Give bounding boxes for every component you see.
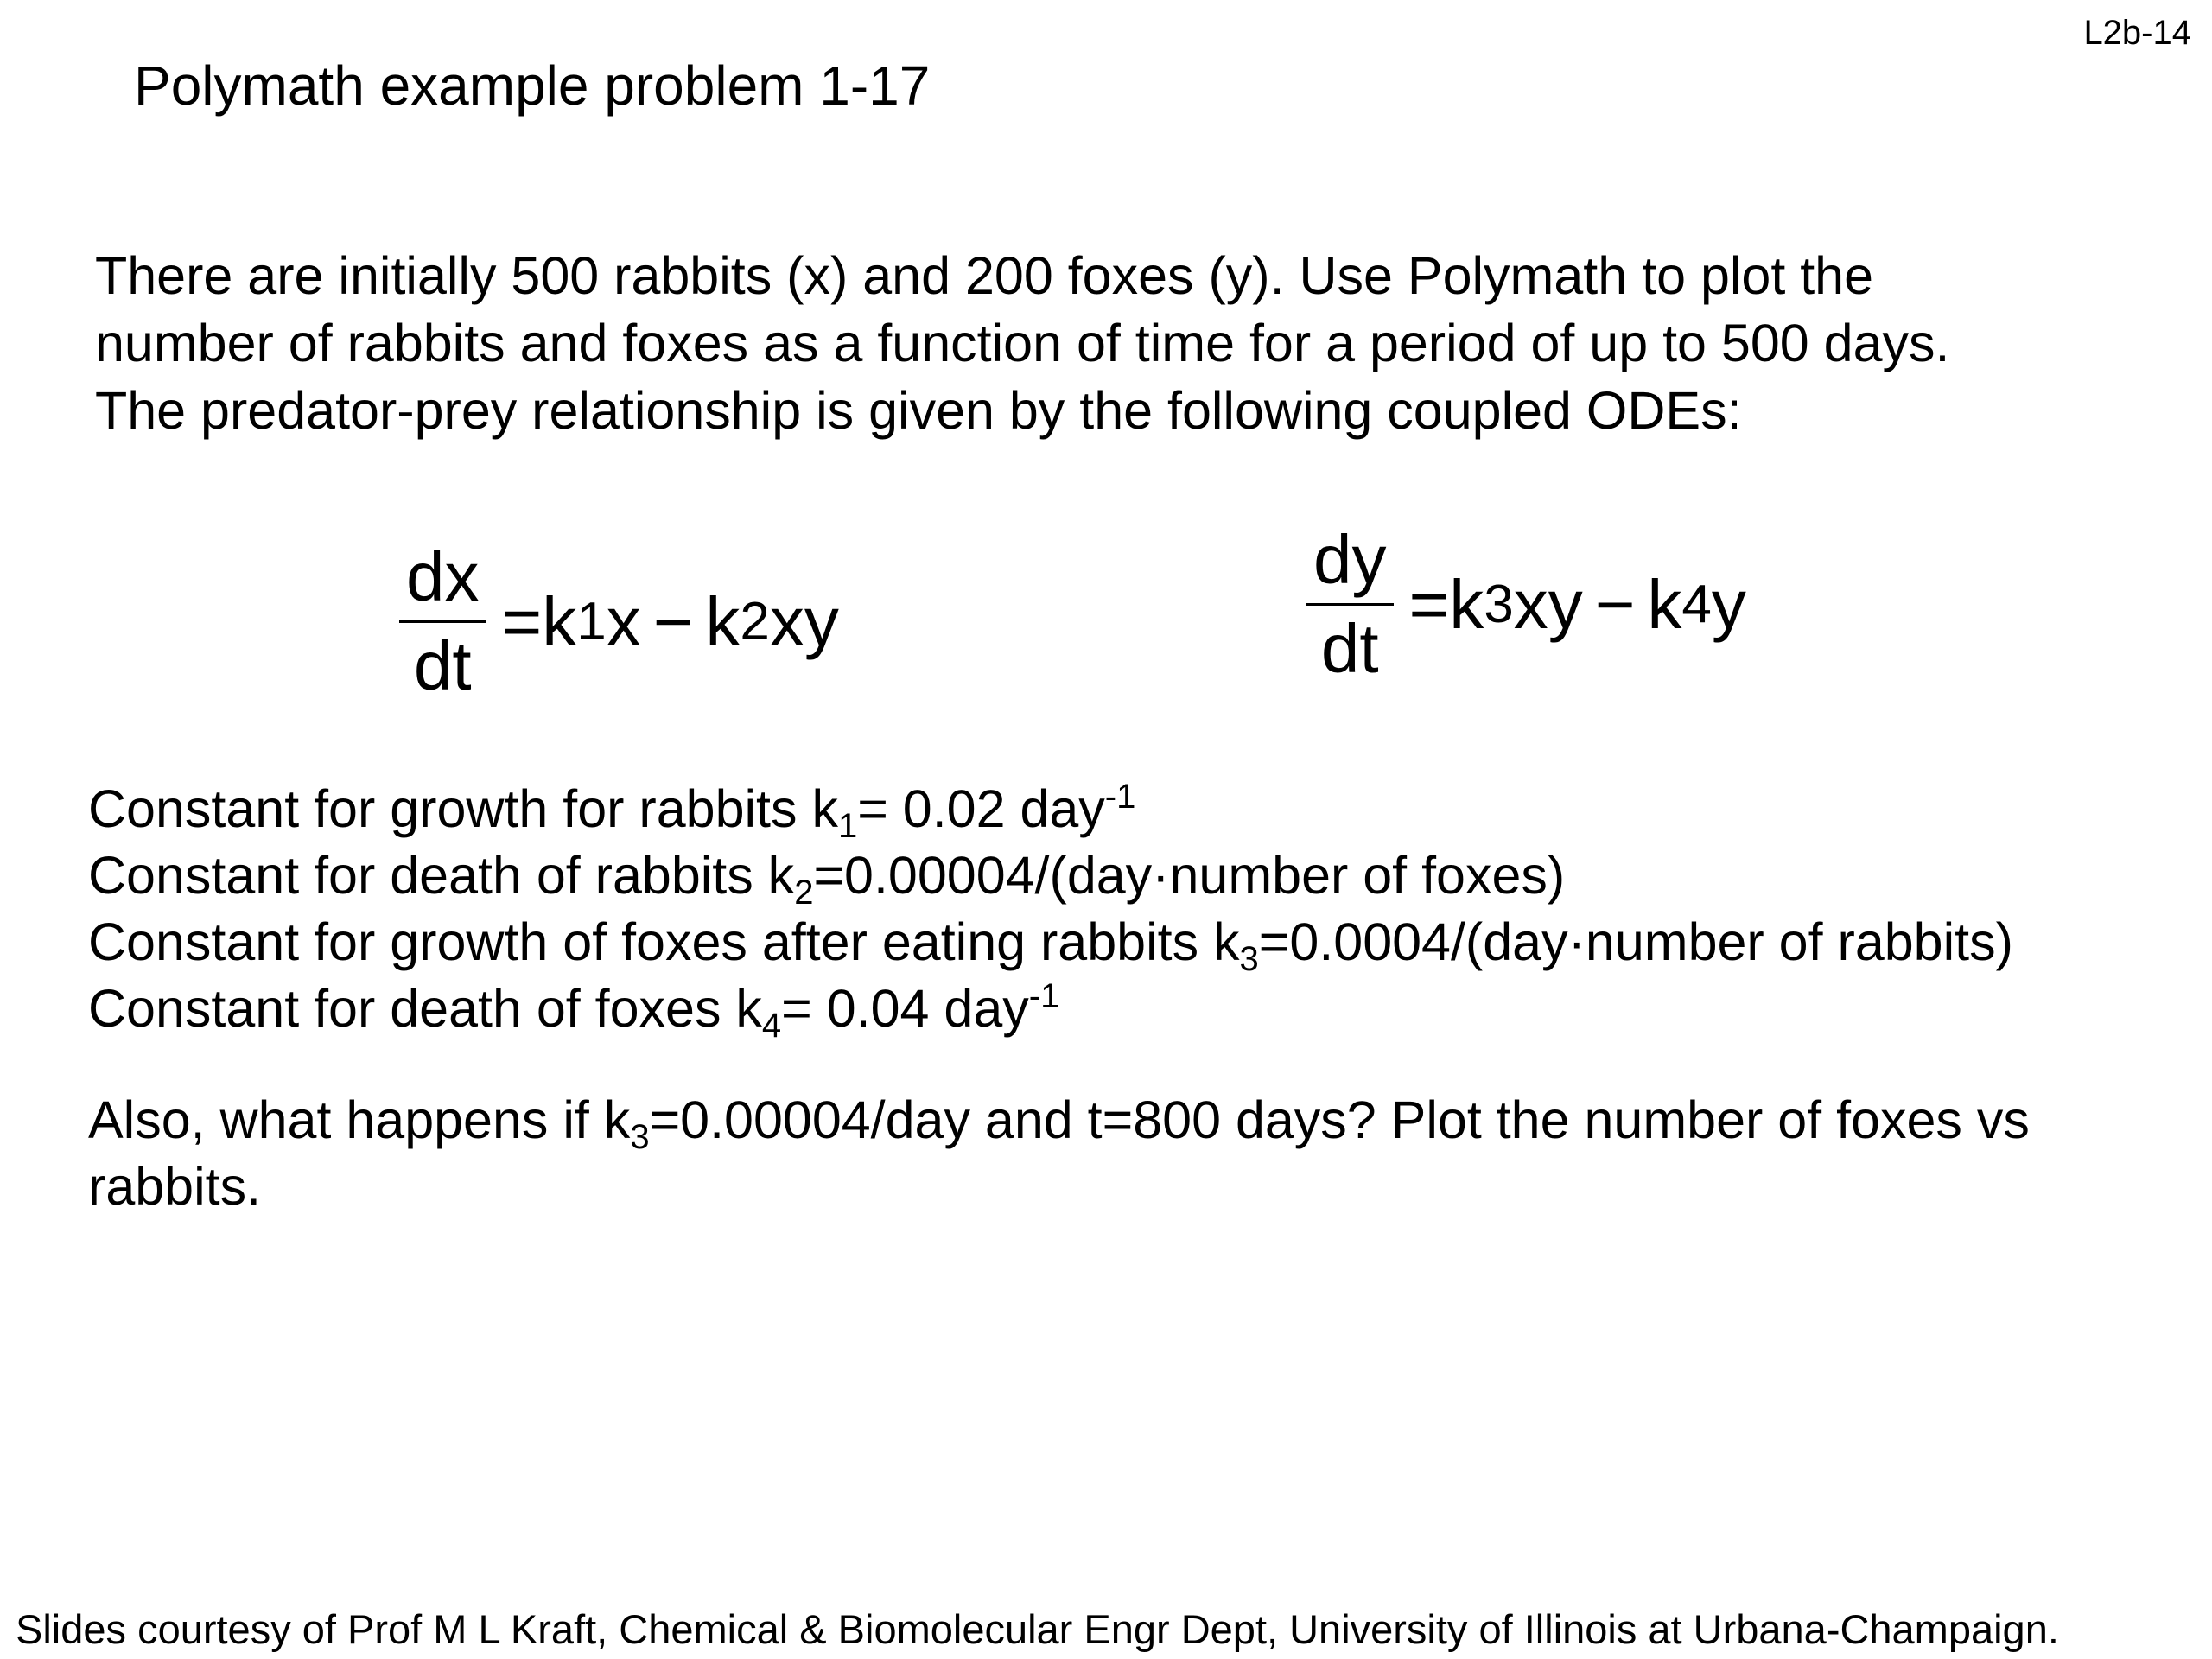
fraction-numerator: dx	[406, 538, 480, 615]
derivative-fraction	[1306, 517, 1394, 692]
derivative-fraction	[399, 534, 486, 709]
minus-sign: −	[1594, 565, 1636, 643]
constant-superscript: -1	[1028, 977, 1060, 1015]
fraction-numerator: dy	[1313, 521, 1387, 598]
term-variable: x	[606, 582, 641, 660]
fraction-denominator: dt	[1320, 610, 1379, 687]
constant-value: =0.00004/(day·number of foxes)	[813, 846, 1566, 905]
constant-text: Constant for death of rabbits k	[88, 846, 795, 905]
constant-line	[88, 776, 2013, 845]
constant-value: = 0.04 day	[781, 979, 1029, 1038]
constant-line	[88, 909, 2013, 976]
term-coefficient: k	[542, 582, 577, 660]
question-line: rabbits.	[88, 1157, 262, 1216]
question-subscript: 3	[630, 1118, 650, 1156]
constants-list	[88, 776, 2013, 1045]
question-text: Also, what happens if k	[88, 1090, 631, 1149]
constant-superscript: -1	[1104, 778, 1136, 816]
minus-sign: −	[652, 582, 694, 660]
rabbit-rate-equation: $\frac{dx}{dt}$ = k 1 x − k 2 xy	[399, 534, 839, 709]
question-text: =0.00004/day and t=800 days? Plot the number of foxes vs	[649, 1090, 2030, 1149]
term-variable: xy	[1513, 565, 1583, 643]
constant-value: = 0.02 day	[857, 779, 1105, 838]
term-variable: y	[1711, 565, 1746, 643]
constant-text: Constant for death of foxes k	[88, 979, 762, 1038]
term-coefficient: k	[1647, 565, 1682, 643]
problem-line: The predator-prey relationship is given by the following coupled ODEs:	[95, 381, 1742, 440]
problem-line: number of rabbits and foxes as a function of time for a period of up to 500 days.	[95, 314, 1950, 372]
equals-sign: =	[501, 582, 543, 660]
slide-title: Polymath example problem 1-17	[134, 54, 931, 117]
constant-subscript: 1	[837, 807, 858, 845]
constant-subscript: 2	[794, 874, 814, 912]
term-variable: xy	[769, 582, 839, 660]
constant-subscript: 3	[1239, 940, 1259, 978]
constant-line	[88, 842, 2013, 912]
constant-subscript: 4	[761, 1007, 782, 1045]
constant-text: Constant for growth for rabbits k	[88, 779, 838, 838]
problem-statement	[95, 242, 1949, 444]
fox-rate-equation: $\frac{dy}{dt}$ = k 3 xy − k 4 y	[1306, 517, 1746, 692]
question-line	[88, 1087, 2030, 1154]
follow-up-question	[88, 1087, 2030, 1220]
constant-line	[88, 976, 2013, 1045]
term-coefficient: k	[705, 582, 741, 660]
constant-text: Constant for growth of foxes after eating rabbits k	[88, 912, 1240, 971]
equals-sign: =	[1408, 565, 1450, 643]
slide-footer: Slides courtesy of Prof M L Kraft, Chemical & Biomolecular Engr Dept, University of Illinois at Urbana-Champaign.	[16, 1606, 2059, 1652]
slide-number: L2b-14	[2083, 14, 2191, 52]
term-coefficient: k	[1449, 565, 1484, 643]
fraction-denominator: dt	[413, 627, 472, 704]
problem-line: There are initially 500 rabbits (x) and 200 foxes (y). Use Polymath to plot the	[95, 246, 1874, 305]
constant-value: =0.0004/(day·number of rabbits)	[1258, 912, 2013, 971]
